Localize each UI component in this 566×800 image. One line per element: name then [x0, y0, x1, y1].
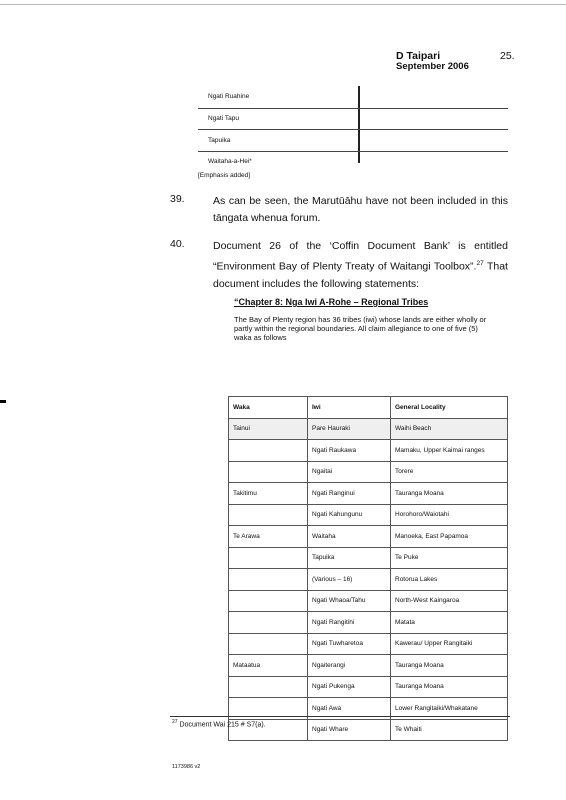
locality-cell: North-West Kaingaroa: [391, 590, 508, 612]
table-row: [229, 504, 508, 526]
waka-cell: [229, 676, 308, 698]
iwi-cell: Ngati Tuwharetoa: [308, 633, 391, 655]
iwi-cell: Ngati Whaoa/Tahu: [308, 590, 391, 612]
table-row: Ngati Ruahine: [208, 93, 250, 100]
scan-edge-line: [0, 4, 566, 5]
waka-cell: [229, 461, 308, 483]
table-row: [229, 655, 508, 677]
table-row: [229, 719, 508, 741]
waka-cell: Takitimu: [229, 483, 308, 505]
iwi-cell: Ngati Kahungunu: [308, 504, 391, 526]
forum-members-table: [198, 86, 508, 174]
waka-cell: [229, 440, 308, 462]
table-row: [229, 526, 508, 548]
emphasis-note: [Emphasis added]: [198, 172, 251, 179]
iwi-cell: Pare Hauraki: [308, 418, 391, 440]
waka-cell: [229, 633, 308, 655]
paragraph-number: 39.: [170, 193, 185, 205]
iwi-cell: Ngati Raukawa: [308, 440, 391, 462]
header-date: September 2006: [396, 61, 469, 72]
iwi-cell: Ngati Ranginui: [308, 483, 391, 505]
table-row: [229, 633, 508, 655]
footnote-divider: [170, 716, 510, 717]
waka-cell: [229, 569, 308, 591]
locality-cell: Horohoro/Waiotahi: [391, 504, 508, 526]
iwi-cell: Ngati Whare: [308, 719, 391, 741]
regional-tribes-table: [228, 396, 508, 741]
column-header-waka: Waka: [229, 397, 308, 419]
table-header-row: [229, 397, 508, 419]
iwi-cell: Waitaha: [308, 526, 391, 548]
table-row: [229, 612, 508, 634]
table-rule: [198, 151, 508, 152]
table-row: Ngati Tapu: [208, 115, 239, 122]
waka-cell: Tainui: [229, 418, 308, 440]
scan-mark: [0, 400, 6, 403]
header-author: D Taipari: [396, 50, 441, 62]
footnote-ref[interactable]: 27: [476, 260, 484, 267]
locality-cell: Tauranga Moana: [391, 655, 508, 677]
locality-cell: Kawerau/ Upper Rangitaiki: [391, 633, 508, 655]
quotation-block: [234, 297, 494, 342]
locality-cell: Rotorua Lakes: [391, 569, 508, 591]
waka-cell: [229, 547, 308, 569]
iwi-cell: Ngaiterangi: [308, 655, 391, 677]
waka-cell: [229, 590, 308, 612]
page-number: 25.: [500, 50, 515, 62]
locality-cell: Tauranga Moana: [391, 483, 508, 505]
table-row: [229, 590, 508, 612]
iwi-cell: Ngati Rangitihi: [308, 612, 391, 634]
locality-cell: Lower Rangitaiki/Whakatane: [391, 698, 508, 720]
iwi-cell: Tapuika: [308, 547, 391, 569]
waka-cell: [229, 504, 308, 526]
waka-cell: [229, 612, 308, 634]
paragraph-text-part: That document includes the following statements:: [213, 260, 508, 290]
column-header-iwi: Iwi: [308, 397, 391, 419]
locality-cell: Waihi Beach: [391, 418, 508, 440]
iwi-cell: Ngati Awa: [308, 698, 391, 720]
table-row: [229, 418, 508, 440]
locality-cell: Te Whaiti: [391, 719, 508, 741]
paragraph-text: [213, 238, 508, 293]
locality-cell: Te Puke: [391, 547, 508, 569]
footnote: [172, 719, 266, 728]
paragraph-text-part: Document 26 of the ‘Coffin Document Bank’ is entitled “Environment Bay of Plenty Treaty of Waitangi Toolbox”.: [213, 240, 508, 273]
paragraph-number: 40.: [170, 238, 185, 250]
column-header-locality: General Locality: [391, 397, 508, 419]
locality-cell: Torere: [391, 461, 508, 483]
locality-cell: Manoeka, East Papamoa: [391, 526, 508, 548]
footnote-text: Document Wai 215 # S7(a).: [179, 721, 266, 729]
table-row: Waitaha-a-Hei*: [208, 158, 252, 165]
quote-text: The Bay of Plenty region has 36 tribes (iwi) whose lands are either wholly or partly within the regional boundaries. All claim allegiance to one of five (5) waka as follows: [234, 315, 487, 342]
table-row: [229, 547, 508, 569]
iwi-cell: (Various – 16): [308, 569, 391, 591]
table-row: [229, 483, 508, 505]
quote-title: “Chapter 8: Nga Iwi A-Rohe – Regional Tribes: [234, 297, 429, 307]
waka-cell: Mataatua: [229, 655, 308, 677]
table-rule: [198, 129, 508, 130]
locality-cell: Matata: [391, 612, 508, 634]
locality-cell: Mamaku, Upper Kaimai ranges: [391, 440, 508, 462]
table-row: [229, 461, 508, 483]
paragraph-text: As can be seen, the Marutūāhu have not been included in this tāngata whenua forum.: [213, 195, 508, 224]
waka-cell: Te Arawa: [229, 526, 308, 548]
document-id: 1173986 v2: [172, 764, 201, 770]
quote-title-text: Chapter 8: Nga Iwi A-Rohe – Regional Tribes: [238, 297, 429, 307]
table-row: [229, 676, 508, 698]
locality-cell: Tauranga Moana: [391, 676, 508, 698]
table-row: [229, 440, 508, 462]
iwi-cell: Ngaitai: [308, 461, 391, 483]
table-row: Tapuika: [208, 137, 231, 144]
table-row: [229, 569, 508, 591]
footnote-number: 27: [172, 719, 178, 725]
iwi-cell: Ngati Pukenga: [308, 676, 391, 698]
table-rule: [198, 108, 508, 109]
